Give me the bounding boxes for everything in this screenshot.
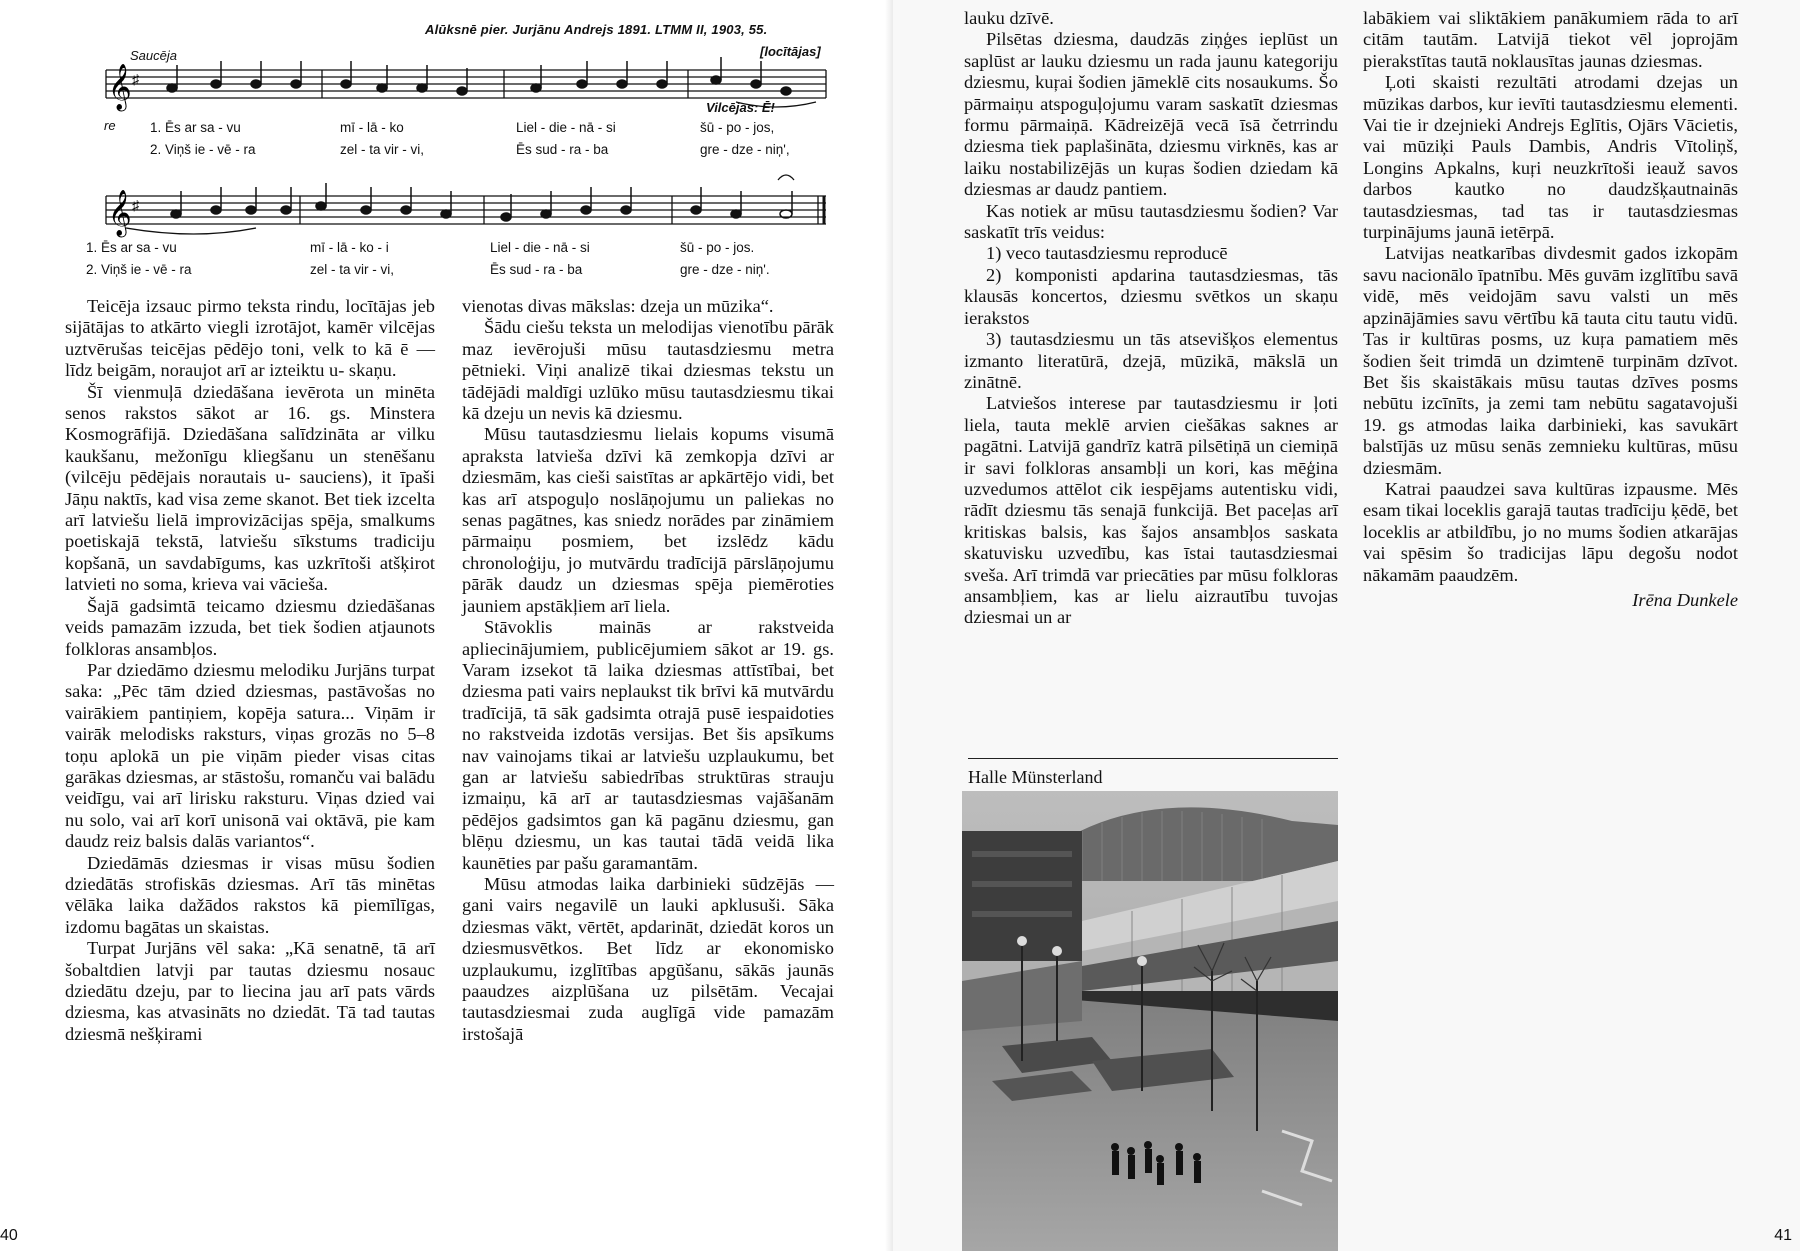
svg-text:𝄞: 𝄞: [108, 64, 132, 110]
left-column-1: [65, 296, 435, 1045]
paragraph: Šajā gadsimtā teicamo dziesmu dziedāšanas veids pamazām izzuda, bet tiek šodien atjaunots folkloras ansambļos.: [65, 595, 435, 659]
paragraph: lauku dzīvē.: [964, 8, 1054, 28]
lyric-s2-l1-c: Liel - die - nā - si: [490, 240, 590, 255]
paragraph: Latviešos interese par tautasdziesmu ir ļoti liela, tauta meklē arvien ciešākas saknes ar pagātni. Latvijā gandrīz katrā pilsētiņā un ciemiņā ir savi folkloras ansambļi un kori, kas mēģina uzvedumos attēlot cik iespējams autentisku vidi, rādīt dziesmu tās senajā funkcijā. Bet paceļas arī kritiskas balsis, kas šajos ansambļos saskata skatuvisku uzvedību, kas īstai tautasdziesmai sveša. Arī trimdā var priecāties par mūsu folkloras ansambļiem, kas ar lielu aizrautību tuvojas dziesmai un ar: [964, 393, 1338, 628]
paragraph: 2) komponisti apdarina tautasdziesmas, tās klausās koncertos, dziesmu svētkos un skaņu ierakstos: [964, 264, 1338, 328]
music-staff-1: [96, 40, 836, 130]
lyric-s2-l2-d: gre - dze - niņ'.: [680, 262, 770, 277]
paragraph: Latvijas neatkarības divdesmit gados izkopām savu nacionālo īpatnību. Mēs guvām izglītību savā vidē, mēs veidojām savu valsti un mēs apzinājāmies savu vērtību kā tauta citu tautu vidū. Tas ir kultūras posms, uz kuŗa pamatiem mēs šodien šeit trimdā un dzimtenē turpinām dzīvot. Bet šis skaistākais mūsu tautas dzīves posms nebūtu izcīnīts, ja zemi tam nebūtu sagatavojuši 19. gs atmodas laika darbinieki, kas savukārt balstījās uz mūsu senās zemnieku kultūras, mūsu dziesmām.: [1363, 243, 1738, 478]
paragraph: Katrai paaudzei sava kultūras izpausme. Mēs esam tikai loceklis garajā tautas tradīciju ķēdē, bet loceklis ar atbildību, jo no mums šodien atkarājas vai spēsim šo tradicijas lāpu degošu nodot nākamām paaudzēm.: [1363, 478, 1738, 585]
lyric-s2-l1-b: mī - lā - ko - i: [310, 240, 389, 255]
paragraph: Dziedāmās dziesmas ir visas mūsu šodien dziedātās strofiskās dziesmas. Arī tās minētas vēlāka laika dažādos rakstos kā piemīlīgas, izdomu bagātas un skaistas.: [65, 852, 435, 937]
music-source: Alūksnē pier. Jurjānu Andrejs 1891. LTMM II, 1903, 55.: [425, 22, 768, 37]
paragraph: labākiem vai sliktākiem panākumiem rāda to arī citām tautām. Latvijā tiekot vēl joprojām pierakstītas tautā noklausītas jaunas dziesmas.: [1363, 8, 1738, 71]
page-number-left: 40: [0, 1227, 18, 1244]
paragraph: Par dziedāmo dziesmu melodiku Jurjāns turpat saka: „Pēc tām dzied dziesmas, pastāvošas no vairākiem pantiņiem, kopēja satura... Viņām ir vairāk melodisks raksturs, viņas grozās no 5–8 toņu aplokā un pie viņām pieder visas citas garākas dziesmas, ar stāstošu, romanču vai balādu veidīgu, vai arī lirisku raksturu. Viņas dzied vai nu solo, vai arī korī unisonā vai oktāvā, pie kam daudz reiz balsis dalās variantos“.: [65, 659, 435, 852]
author-signature: Irēna Dunkele: [1632, 589, 1738, 610]
music-staff-2: [96, 166, 836, 246]
left-column-2: [462, 296, 834, 1045]
paragraph: Mūsu tautasdziesmu lielais kopums visumā apraksta latvieša dzīvi kā zemkopja dzīvi ar dziesmām, kas cieši saistītas ar apkārtējo vidi, bet kas arī atspoguļo noslāņojumu un paliekas no senas pagātnes, kas sniedz norādes par zināmiem pārmaiņu posmiem, bet izslēdz kādu chronoloģiju, jo mutvārdu tradīcijā pārslāņojumu pārāk daudz un dziesmas spēja piemēroties jauniem apstākļiem arī liela.: [462, 424, 834, 616]
paragraph: 3) tautasdziesmu un tās atsevišķos elementus izmanto literatūrā, dzejā, mūzikā, mākslā un zinātnē.: [964, 329, 1338, 392]
lyric-s2-l2-a: 2. Viņš ie - vē - ra: [86, 262, 192, 277]
photo-caption: Halle Münsterland: [968, 767, 1103, 787]
lyric-s1-l1-d: šū - po - jos,: [700, 120, 775, 135]
lyric-s1-l2-c: Ēs sud - ra - ba: [516, 142, 609, 157]
paragraph: Turpat Jurjāns vēl saka: „Kā senatnē, tā arī šobaltdien latvji par tautas dziesmu nosauc dziedātu dzeju, par to liecina jau arī pats vārds dziesma, kas atvasināts no dziedāt. Tā tad tautas dziesmā nešķirami: [65, 938, 435, 1044]
right-column-2: [1363, 8, 1738, 611]
lyric-s1-l1-a: 1. Ēs ar sa - vu: [150, 120, 241, 135]
music-label-saucejs: Saucēja: [130, 48, 177, 63]
music-label-locitajas: [locītājas]: [760, 44, 821, 59]
lyric-s1-l1-c: Liel - die - nā - si: [516, 120, 616, 135]
lyric-s1-l2-b: zel - ta vir - vi,: [340, 142, 425, 157]
photo-halle-munsterland: [962, 791, 1338, 1251]
left-page: [0, 0, 893, 1251]
lyric-s2-l2-c: Ēs sud - ra - ba: [490, 262, 583, 277]
svg-text:♯: ♯: [132, 73, 139, 88]
svg-text:♯: ♯: [132, 199, 139, 214]
photo-illustration: [962, 791, 1338, 1251]
lyric-s2-l1-d: šū - po - jos.: [680, 240, 755, 255]
music-label-re: re: [104, 118, 116, 133]
lyric-s1-l2-a: 2. Viņš ie - vē - ra: [150, 142, 256, 157]
paragraph: Mūsu atmodas laika darbinieki sūdzējās — gani vairs negavilē un lauki apklusuši. Sāka dziesmas vākt, vērtēt, apdarināt, dziedāt koros un dziesmusvētkos. Bet līdz ar ekonomisko uzplaukumu, izglītības apgūšanu, sākās jaunās paaudzes aizplūšana uz pilsētām. Vecajai tautasdziesmai zuda auglīgā vide pamazām irstošajā: [462, 873, 834, 1044]
paragraph: vienotas divas mākslas: dzeja un mūzika“.: [462, 296, 774, 316]
paragraph: Ļoti skaisti rezultāti atrodami dzejas un mūzikas darbos, kur ievīti tautasdziesmu elementi. Vai tie ir dzejnieki Andrejs Eglītis, Ojārs Vācietis, vai mūziķi Pauls Dambis, Andris Vītoliņš, Longins Apkalns, kuŗi neuzkrītoši ieauž savos darbos kautko no daudzšķautnainās tautasdziesmas, tad tas ir tautasdziesmas turpinājums jaunā ietērpā.: [1363, 72, 1738, 243]
right-column-1: [964, 8, 1338, 629]
paragraph: Šādu ciešu teksta un melodijas vienotību pārāk maz ievērojuši mūsu tautasdziesmu metra pētnieki. Viņi analizē tikai dziesmas tekstu un tādējādi maldīgi uzlūko mūsu tautasdziesmu tikai kā dzeju un nevis kā dziesmu.: [462, 317, 834, 424]
paragraph: Šī vienmuļā dziedāšana ievērota un minēta senos rakstos sākot ar 16. gs. Minstera Kosmogrāfijā. Dziedāšana salīdzināta ar vilku kaukšanu, mežonīgu kliegšanu un stenēšanu (vilcēju pēdējais norautais u- sauciens), it īpaši Jāņu naktīs, kad visa zeme skanot. Bet tiek izcelta arī latviešu lielā improvizācijas spēja, smalkums poetiskajā tekstā, latviešu sīkstums tradiciju kopšanā, un savdabīgums, kas uzkrītoši atšķirot latvieti no soma, krieva vai vācieša.: [65, 381, 435, 595]
lyric-s1-l2-d: gre - dze - niņ',: [700, 142, 790, 157]
music-label-vilcejas: Vilcējas: Ē!: [706, 100, 775, 115]
lyric-s2-l1-a: 1. Ēs ar sa - vu: [86, 240, 177, 255]
lyric-s1-l1-b: mī - lā - ko: [340, 120, 404, 135]
svg-text:𝄞: 𝄞: [108, 190, 132, 236]
paragraph: 1) veco tautasdziesmu reproducē: [986, 243, 1228, 264]
paragraph: Teicēja izsauc pirmo teksta rindu, locītājas jeb sijātājas to atkārto viegli izrotājot, kamēr vilcējas uztvērušas teicējas pēdējo toni, velk to kā ē — līdz beigām, noraujot arī ar izteiktu u- skaņu.: [65, 296, 435, 381]
lyric-s2-l2-b: zel - ta vir - vi,: [310, 262, 395, 277]
paragraph: Stāvoklis mainās ar rakstveida apliecinājumiem, publicējumiem sākot ar 19. gs. Varam izsekot tā laika dziesmas attīstībai, bet dziesma pati vairs neplaukst tik brīvi kā mutvārdu tradīcijā, tā sāk gadsimta otrajā pusē iespaidoties no rakstveida izdotās versijas. Bet šis apsīkums nav vainojams tikai ar latviešu uzplaukumu, bet gan ar latviešu sabiedrības struktūras strauju izmaiņu, kā arī ar tautasdziesmas vajāšanām pēdējos gadsimtos gan kā pagānu dziesmu, gan blēņu dziesmu, un kas tautai tādā veidā lika kaunēties par pašu garamantām.: [462, 617, 834, 873]
caption-rule: [968, 758, 1338, 759]
page-number-right: 41: [1774, 1227, 1792, 1244]
paragraph: Kas notiek ar mūsu tautasdziesmu šodien? Var saskatīt trīs veidus:: [964, 200, 1338, 243]
paragraph: Pilsētas dziesma, daudzās ziņģes ieplūst un saplūst ar lauku dziesmu un rada jaunu kategoriju dziesmu, kuŗai šodien jāmeklē cits nosaukums. Šo pārmaiņu atspoguļojumu varam saskatīt dziesmas formu pārmaiņā. Kādreizējā vecā īsā četrrindu dziesma tiek paplašināta, dziesmu virknēs, kas ar laiku nostabilizējās un kuŗas šodien dziedam kā dziesmas ar daudz pantiem.: [964, 29, 1338, 200]
